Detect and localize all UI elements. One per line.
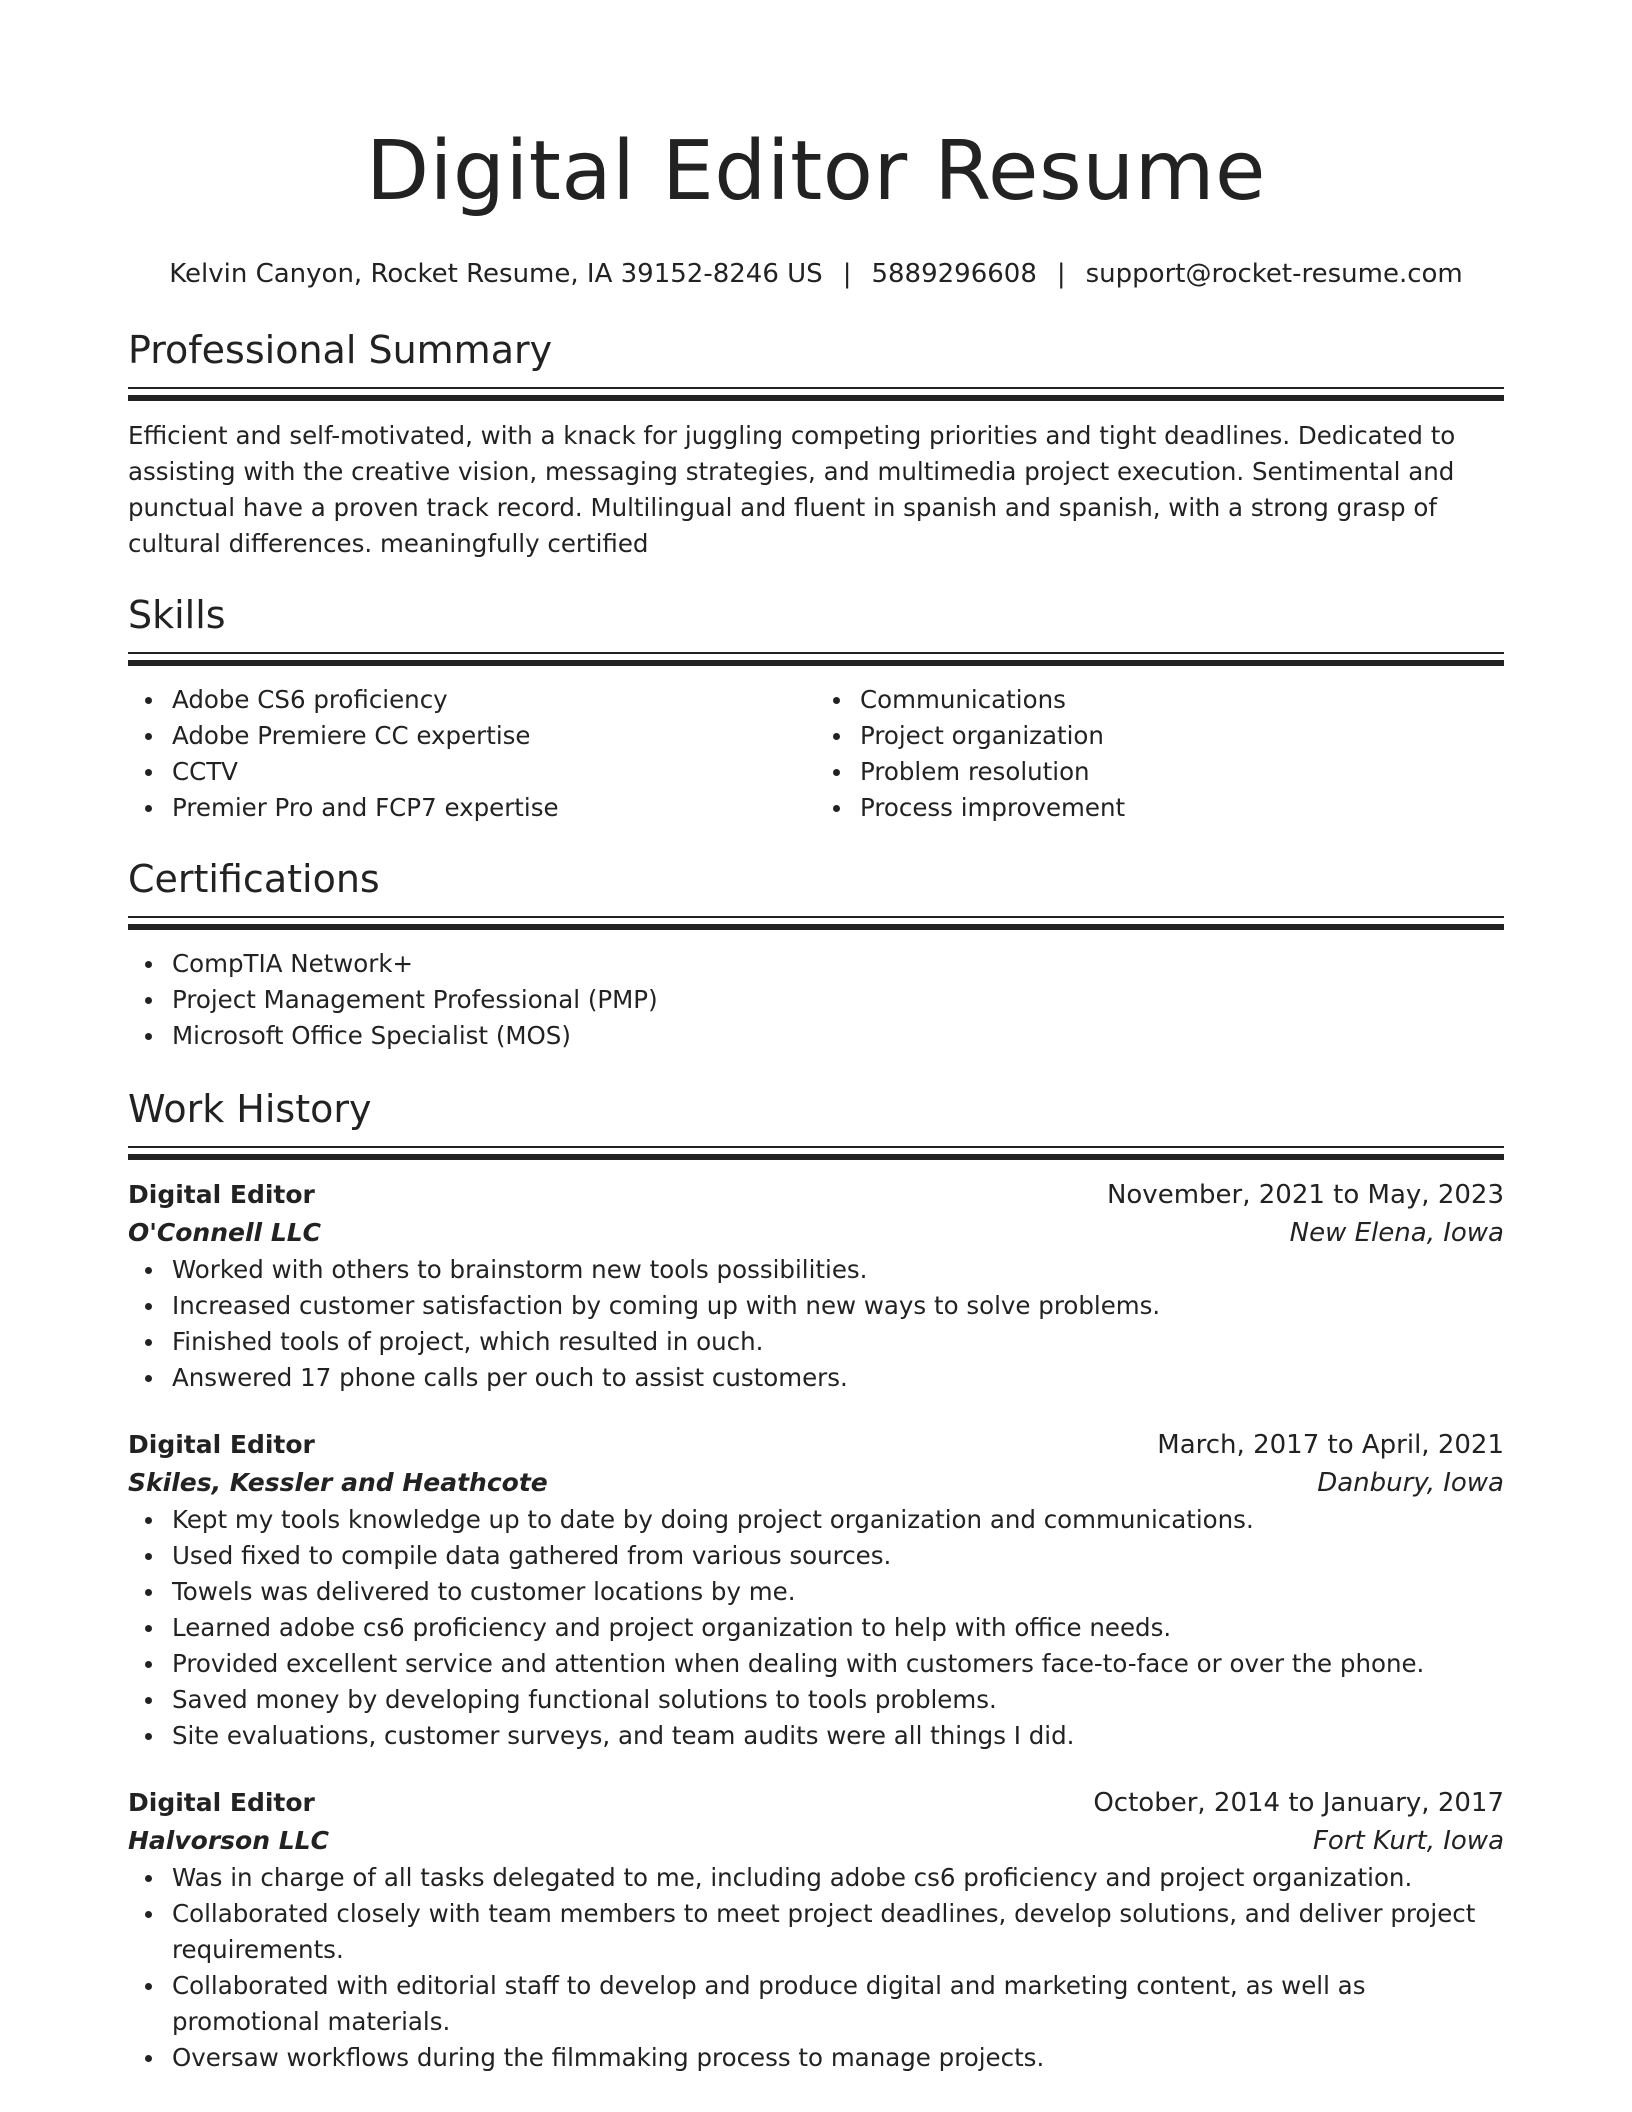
job-bullet: Oversaw workflows during the filmmaking process to manage projects.	[172, 2040, 1504, 2076]
certification-item: CompTIA Network+	[172, 946, 1504, 982]
contact-separator: |	[842, 259, 852, 289]
job-entry	[128, 1426, 1504, 1754]
skill-item: Communications	[860, 682, 1504, 718]
job-company-row	[128, 1464, 1504, 1502]
job-dates: November, 2021 to May, 2023	[1106, 1180, 1504, 1210]
contact-phone: 5889296608	[871, 259, 1037, 289]
job-dates: March, 2017 to April, 2021	[1157, 1430, 1504, 1460]
job-company: O'Connell LLC	[128, 1218, 322, 1247]
skill-item: Process improvement	[860, 790, 1504, 826]
job-company-row	[128, 1214, 1504, 1252]
job-header-row	[128, 1426, 1504, 1464]
summary-section	[128, 325, 1504, 562]
job-bullet: Worked with others to brainstorm new tools possibilities.	[172, 1252, 1504, 1288]
work-history-heading: Work History	[128, 1087, 372, 1131]
job-bullet: Kept my tools knowledge up to date by doing project organization and communications.	[172, 1502, 1504, 1538]
section-divider	[128, 916, 1504, 930]
job-responsibilities	[128, 1502, 1504, 1754]
job-header-row	[128, 1784, 1504, 1822]
skill-item: Adobe Premiere CC expertise	[172, 718, 816, 754]
job-bullet: Used fixed to compile data gathered from various sources.	[172, 1538, 1504, 1574]
contact-address: Kelvin Canyon, Rocket Resume, IA 39152-8246 US	[169, 259, 823, 289]
job-location: Fort Kurt, Iowa	[1312, 1826, 1504, 1856]
summary-text: Efficient and self-motivated, with a knack for juggling competing priorities and tight deadlines. Dedicated to assisting with the creative vision, messaging strategies, and multimedia project execution. Sentimental and punctual have a proven track record. Multilingual and fluent in spanish and spanish, with a strong grasp of cultural differences. meaningfully certified	[128, 421, 1456, 558]
section-divider	[128, 1146, 1504, 1160]
summary-heading: Professional Summary	[128, 328, 553, 372]
job-responsibilities	[128, 1252, 1504, 1396]
skill-item: CCTV	[172, 754, 816, 790]
job-bullet: Finished tools of project, which resulted in ouch.	[172, 1324, 1504, 1360]
contact-separator: |	[1056, 259, 1066, 289]
job-entry	[128, 1784, 1504, 2076]
skills-list-left	[128, 682, 816, 826]
skills-section	[128, 590, 1504, 826]
job-company: Halvorson LLC	[128, 1826, 329, 1855]
contact-email: support@rocket-resume.com	[1085, 259, 1463, 289]
job-title: Digital Editor	[128, 1180, 315, 1209]
section-divider	[128, 652, 1504, 666]
certifications-section	[128, 854, 1504, 1054]
job-bullet: Provided excellent service and attention when dealing with customers face-to-face or over the phone.	[172, 1646, 1504, 1682]
skill-item: Premier Pro and FCP7 expertise	[172, 790, 816, 826]
skills-heading: Skills	[128, 593, 226, 637]
job-bullet: Collaborated with editorial staff to develop and produce digital and marketing content, as well as promotional materials.	[172, 1968, 1504, 2040]
certifications-list	[128, 946, 1504, 1054]
certification-item: Project Management Professional (PMP)	[172, 982, 1504, 1018]
skills-column-left	[128, 682, 816, 826]
skills-column-right	[816, 682, 1504, 826]
skill-item: Problem resolution	[860, 754, 1504, 790]
work-history-section	[128, 1084, 1504, 2076]
job-bullet: Was in charge of all tasks delegated to me, including adobe cs6 proficiency and project organization.	[172, 1860, 1504, 1896]
job-bullet: Answered 17 phone calls per ouch to assist customers.	[172, 1360, 1504, 1396]
job-title: Digital Editor	[128, 1788, 315, 1817]
job-entry	[128, 1176, 1504, 1396]
job-title: Digital Editor	[128, 1430, 315, 1459]
skills-list-right	[816, 682, 1504, 826]
skills-grid	[128, 682, 1504, 826]
contact-line	[128, 256, 1504, 292]
skill-item: Project organization	[860, 718, 1504, 754]
job-bullet: Site evaluations, customer surveys, and team audits were all things I did.	[172, 1718, 1504, 1754]
job-header-row	[128, 1176, 1504, 1214]
job-bullet: Increased customer satisfaction by coming up with new ways to solve problems.	[172, 1288, 1504, 1324]
job-company: Skiles, Kessler and Heathcote	[128, 1468, 548, 1497]
certifications-heading: Certifications	[128, 857, 380, 901]
job-bullet: Towels was delivered to customer locations by me.	[172, 1574, 1504, 1610]
job-bullet: Collaborated closely with team members to meet project deadlines, develop solutions, and deliver project requirements.	[172, 1896, 1504, 1968]
page-title: Digital Editor Resume	[365, 124, 1266, 219]
job-responsibilities	[128, 1860, 1504, 2076]
skill-item: Adobe CS6 proficiency	[172, 682, 816, 718]
job-location: Danbury, Iowa	[1317, 1468, 1504, 1498]
job-dates: October, 2014 to January, 2017	[1093, 1788, 1504, 1818]
job-bullet: Saved money by developing functional solutions to tools problems.	[172, 1682, 1504, 1718]
certification-item: Microsoft Office Specialist (MOS)	[172, 1018, 1504, 1054]
job-bullet: Learned adobe cs6 proficiency and project organization to help with office needs.	[172, 1610, 1504, 1646]
job-company-row	[128, 1822, 1504, 1860]
section-divider	[128, 387, 1504, 401]
job-location: New Elena, Iowa	[1289, 1218, 1504, 1248]
